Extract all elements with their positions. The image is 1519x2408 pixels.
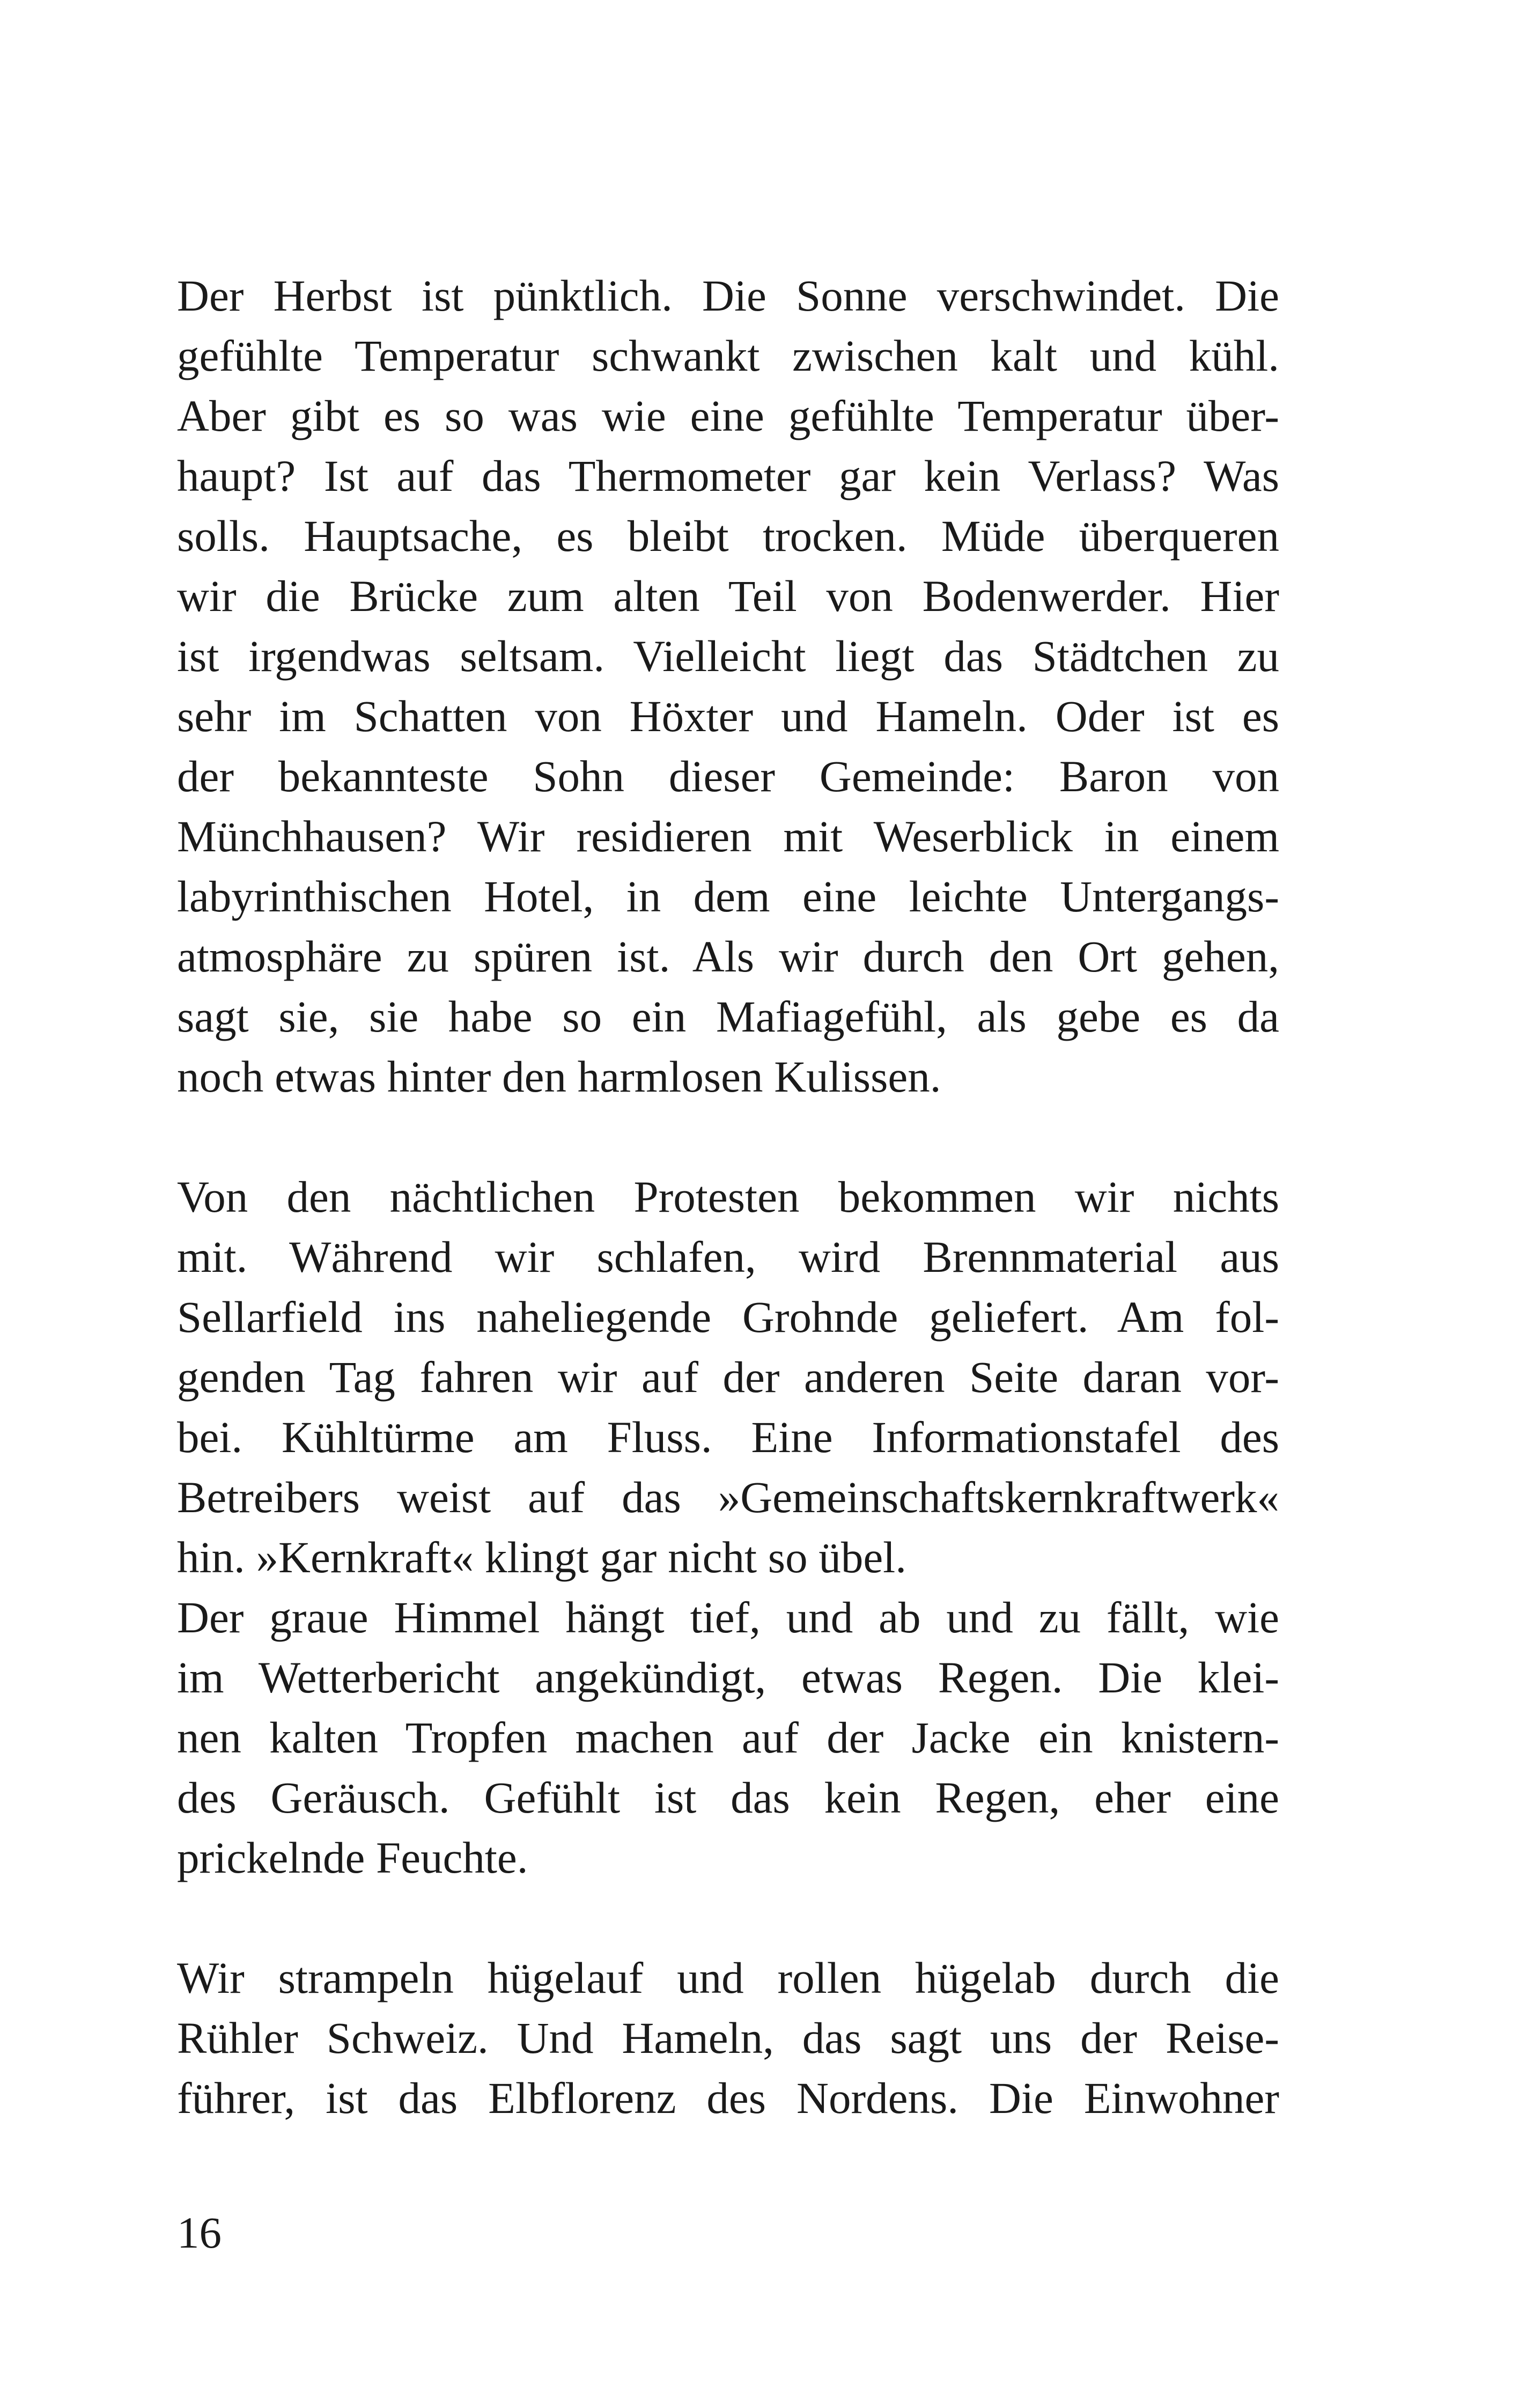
text-line: Der Herbst ist pünktlich. Die Sonne verschwindet. Die (177, 271, 1279, 320)
paragraph-4 (177, 1948, 1279, 2128)
paragraph-1 (177, 266, 1279, 1107)
text-line: labyrinthischen Hotel, in dem eine leichte Untergangs- (177, 872, 1279, 921)
paragraph-3 (177, 1587, 1279, 1888)
text-line: nen kalten Tropfen machen auf der Jacke ein knistern- (177, 1713, 1279, 1762)
paragraph-2 (177, 1167, 1279, 1587)
text-line: sehr im Schatten von Höxter und Hameln. Oder ist es (177, 691, 1279, 741)
text-line: des Geräusch. Gefühlt ist das kein Regen, eher eine (177, 1773, 1279, 1822)
text-line: haupt? Ist auf das Thermometer gar kein Verlass? Was (177, 451, 1279, 500)
text-line: bei. Kühltürme am Fluss. Eine Informationstafel des (177, 1412, 1279, 1462)
text-line: noch etwas hinter den harmlosen Kulissen. (177, 1052, 941, 1101)
text-line: sagt sie, sie habe so ein Mafiagefühl, als gebe es da (177, 992, 1279, 1041)
text-line: der bekannteste Sohn dieser Gemeinde: Baron von (177, 752, 1279, 801)
page-body (177, 266, 1279, 2128)
text-line: gefühlte Temperatur schwankt zwischen kalt und kühl. (177, 331, 1279, 380)
text-line: Sellarfield ins naheliegende Grohnde geliefert. Am fol- (177, 1292, 1279, 1342)
text-line: wir die Brücke zum alten Teil von Bodenwerder. Hier (177, 571, 1279, 621)
text-line: Wir strampeln hügelauf und rollen hügelab durch die (177, 1953, 1279, 2002)
text-line: Münchhausen? Wir residieren mit Weserblick in einem (177, 812, 1279, 861)
text-line: führer, ist das Elbflorenz des Nordens. Die Einwohner (177, 2073, 1279, 2123)
page-number: 16 (177, 2208, 222, 2257)
paragraph-spacer (177, 1888, 1279, 1948)
text-line: mit. Während wir schlafen, wird Brennmaterial aus (177, 1232, 1279, 1282)
text-line: prickelnde Feuchte. (177, 1833, 528, 1882)
text-line: im Wetterbericht angekündigt, etwas Regen. Die klei- (177, 1653, 1279, 1702)
text-line: Von den nächtlichen Protesten bekommen wir nichts (177, 1172, 1279, 1221)
text-line: ist irgendwas seltsam. Vielleicht liegt das Städtchen zu (177, 631, 1279, 681)
text-line: Rühler Schweiz. Und Hameln, das sagt uns der Reise- (177, 2013, 1279, 2063)
text-line: Der graue Himmel hängt tief, und ab und zu fällt, wie (177, 1593, 1279, 1642)
text-line: genden Tag fahren wir auf der anderen Seite daran vor- (177, 1352, 1279, 1402)
paragraph-spacer (177, 1107, 1279, 1167)
text-line: Betreibers weist auf das »Gemeinschaftskernkraftwerk« (177, 1472, 1279, 1522)
text-line: solls. Hauptsache, es bleibt trocken. Müde überqueren (177, 511, 1279, 561)
text-line: hin. »Kernkraft« klingt gar nicht so übel. (177, 1533, 906, 1582)
text-line: atmosphäre zu spüren ist. Als wir durch den Ort gehen, (177, 932, 1279, 981)
text-line: Aber gibt es so was wie eine gefühlte Temperatur über- (177, 391, 1279, 440)
